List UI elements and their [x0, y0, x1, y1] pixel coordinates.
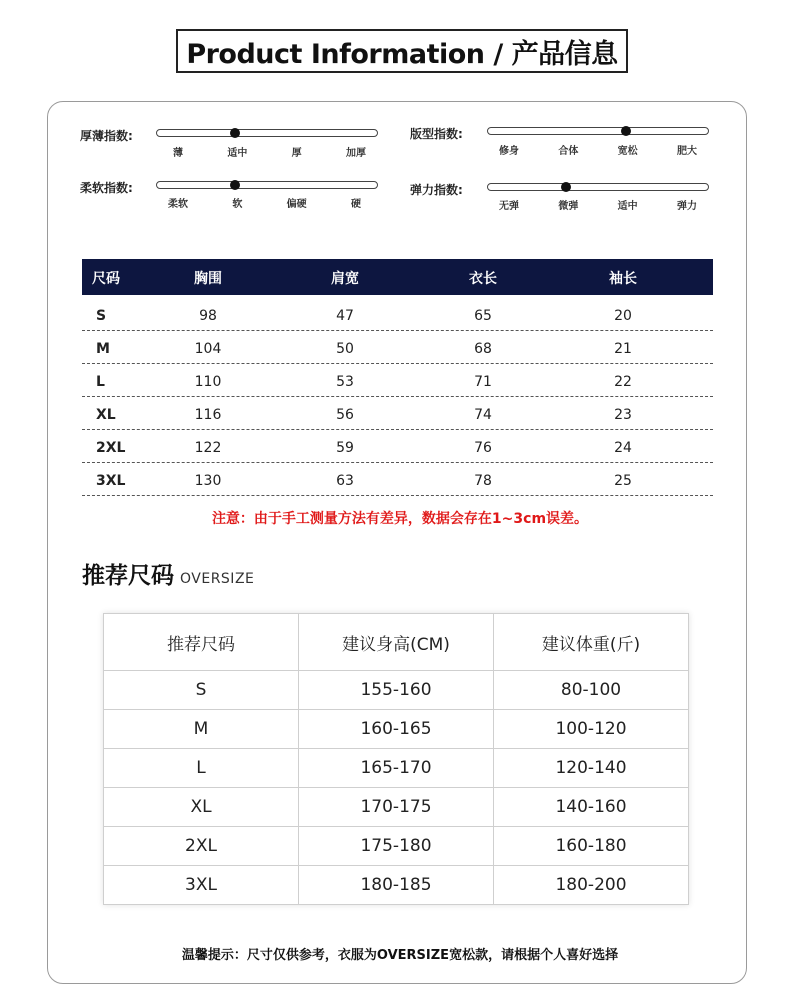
measurement-note: 注意：由于手工测量方法有差异，数据会存在1~3cm误差。	[211, 511, 589, 527]
table-cell: 175-180	[299, 827, 494, 866]
table-cell: XL	[96, 407, 116, 423]
table-row	[104, 788, 689, 827]
table-cell: 110	[194, 374, 222, 390]
index-tick-label: 弹力	[677, 201, 697, 212]
table-cell: 50	[336, 341, 354, 357]
index-tick-label: 柔软	[168, 199, 188, 210]
size-header-length: 衣长	[469, 271, 497, 287]
table-cell: 68	[474, 341, 492, 357]
table-cell: 122	[194, 440, 222, 456]
size-header-size: 尺码	[92, 271, 120, 287]
table-cell: 160-180	[494, 827, 689, 866]
index-track	[156, 181, 378, 189]
index-tick-label: 厚	[291, 148, 302, 159]
table-cell: 140-160	[494, 788, 689, 827]
table-cell: 170-175	[299, 788, 494, 827]
table-cell: L	[104, 749, 299, 788]
recommend-title-text: 推荐尺码	[82, 563, 174, 589]
table-cell: 74	[474, 407, 492, 423]
size-header-sleeve: 袖长	[609, 271, 637, 287]
table-cell: 165-170	[299, 749, 494, 788]
index-tick-label: 偏硬	[286, 199, 307, 210]
footer-tip: 温馨提示：尺寸仅供参考，衣服为OVERSIZE宽松款，请根据个人喜好选择	[181, 948, 619, 963]
table-row	[104, 710, 689, 749]
table-cell: 24	[614, 440, 632, 456]
table-cell: 71	[474, 374, 492, 390]
table-cell: 180-185	[299, 866, 494, 905]
index-tick-label: 微弹	[558, 201, 579, 212]
table-row	[82, 396, 713, 430]
table-cell: 180-200	[494, 866, 689, 905]
index-tick-label: 加厚	[346, 148, 366, 159]
table-cell: 100-120	[494, 710, 689, 749]
table-cell: S	[104, 671, 299, 710]
table-cell: 23	[614, 407, 632, 423]
table-cell: 59	[336, 440, 354, 456]
table-row	[104, 866, 689, 905]
table-cell: 98	[199, 308, 217, 324]
table-row	[82, 363, 713, 397]
table-cell: 47	[336, 308, 354, 324]
table-cell: 78	[474, 473, 492, 489]
table-cell: 120-140	[494, 749, 689, 788]
index-tick-label: 修身	[499, 146, 519, 157]
table-cell: 56	[336, 407, 354, 423]
table-row	[82, 297, 713, 331]
table-cell: S	[96, 308, 107, 324]
recommend-header-weight: 建议体重(斤)	[494, 614, 689, 671]
table-cell: M	[96, 341, 110, 357]
index-track	[487, 127, 709, 135]
recommend-header-height: 建议身高(CM)	[299, 614, 494, 671]
recommend-header-row	[104, 614, 689, 671]
table-cell: 21	[614, 341, 632, 357]
recommend-header-size: 推荐尺码	[104, 614, 299, 671]
index-tick-label: 硬	[351, 199, 361, 210]
table-cell: 104	[194, 341, 222, 357]
table-row	[82, 330, 713, 364]
table-cell: 65	[474, 308, 492, 324]
recommend-title	[82, 557, 254, 590]
table-cell: 160-165	[299, 710, 494, 749]
table-cell: 155-160	[299, 671, 494, 710]
recommend-size-table	[103, 613, 689, 905]
table-cell: 25	[614, 473, 632, 489]
table-cell: 130	[194, 473, 222, 489]
table-row	[104, 827, 689, 866]
table-cell: 80-100	[494, 671, 689, 710]
table-cell: 76	[474, 440, 492, 456]
recommend-subtitle: OVERSIZE	[180, 571, 255, 587]
page-title: Product Information / 产品信息	[176, 29, 628, 73]
table-cell: 53	[336, 374, 354, 390]
table-cell: 116	[194, 407, 222, 423]
table-row	[82, 462, 713, 496]
index-tick-label: 肥大	[677, 146, 697, 157]
table-cell: XL	[104, 788, 299, 827]
index-tick-label: 宽松	[617, 146, 638, 157]
index-track	[156, 129, 378, 137]
index-label: 弹力指数:	[410, 183, 463, 197]
table-cell: 63	[336, 473, 354, 489]
index-label: 厚薄指数:	[80, 129, 133, 143]
index-tick-label: 无弹	[499, 201, 519, 212]
table-row	[82, 429, 713, 463]
index-tick-label: 适中	[227, 148, 248, 159]
size-table-header	[82, 259, 713, 295]
table-cell: 3XL	[104, 866, 299, 905]
table-cell: 2XL	[104, 827, 299, 866]
index-marker-dot	[621, 126, 631, 136]
table-cell: L	[96, 374, 105, 390]
index-label: 柔软指数:	[80, 181, 133, 195]
table-row	[104, 749, 689, 788]
index-tick-label: 适中	[617, 201, 638, 212]
index-tick-label: 薄	[173, 148, 183, 159]
index-track	[487, 183, 709, 191]
table-cell: 20	[614, 308, 632, 324]
index-tick-label: 合体	[558, 146, 579, 157]
size-header-shoulder: 肩宽	[331, 271, 359, 287]
index-label: 版型指数:	[410, 127, 463, 141]
size-header-chest: 胸围	[194, 271, 222, 287]
table-cell: M	[104, 710, 299, 749]
table-cell: 2XL	[96, 440, 126, 456]
table-cell: 22	[614, 374, 632, 390]
table-cell: 3XL	[96, 473, 126, 489]
index-tick-label: 软	[232, 199, 243, 210]
table-row	[104, 671, 689, 710]
